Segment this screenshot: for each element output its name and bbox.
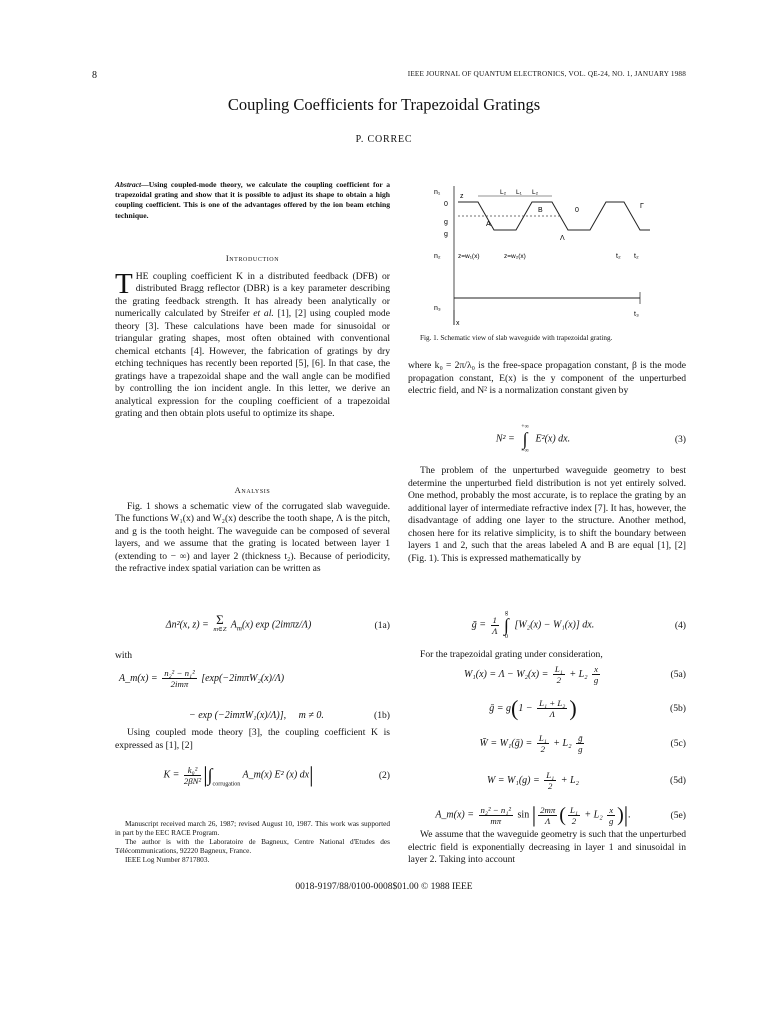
label-z-axis: z (460, 193, 464, 200)
eq3-lower: −∞ (521, 448, 529, 454)
eq2-lhs: K = (163, 769, 182, 781)
eq5e-f2-den: Λ (545, 815, 551, 826)
figure-1-diagram (420, 180, 680, 330)
eq3-integrand: E²(x) dx. (535, 433, 571, 445)
eq2-integrand: A_m(x) E² (x) dx (242, 769, 310, 781)
footnote-line-2: The author is with the Laboratoire de Bagneux, Centre National d'Etudes des Télécommunications, 92220 Bagneux, France. (115, 837, 390, 855)
eq5b-f-den: Λ (549, 709, 555, 719)
equation-4: ḡ = $\frac{1}{\Lambda}$ g ∫ 0 [W₂(x) − W₁(x)] dx. (4) (471, 610, 686, 640)
eq5d-lhs: W = W₁(g) = (486, 774, 543, 786)
equation-2: K = $\frac{\text{k₀²}}{\text{2βN²}}$ $|\int_{corrugation}$ A_m(x) E² (x) dx| (2) (163, 762, 390, 788)
intro-italic: et al. (253, 308, 274, 319)
introduction-heading: Introduction (225, 253, 280, 263)
eq5d-f1-num: L₁ (546, 770, 555, 780)
eq5b-open-paren: ( (511, 695, 519, 721)
eq5a-number: (5a) (670, 669, 686, 680)
label-w1-function: z=w₁(x) (458, 253, 480, 260)
label-L2-left: L₂ (500, 189, 507, 196)
introduction-paragraph (115, 267, 390, 421)
eq5a-mid: + L₂ (569, 668, 588, 680)
eq5b-f-num: L₁ + L₂ (539, 698, 566, 708)
equation-1a (115, 612, 390, 635)
eq5e-lhs: A_m(x) = (435, 809, 477, 821)
eq4-number: (4) (674, 619, 686, 631)
eq5a-f2-den: g (593, 675, 599, 685)
eq5d-mid: + L₂ (560, 774, 580, 786)
eq4-frac-num: 1 (492, 614, 497, 625)
page-number: 8 (92, 70, 97, 81)
abstract-text: —Using coupled-mode theory, we calculate the coupling coefficient for a trapezoidal grating and show that it is possible to adjust its shape to obtain a high coupling coefficient. This is one of the advantages offered by the ion beam etching technique. (115, 180, 390, 220)
label-area-B: B (538, 207, 543, 214)
eq5e-number: (5e) (670, 809, 686, 821)
eq1a-number: (1a) (374, 619, 390, 631)
eq5c-f2-num: ḡ (578, 733, 583, 743)
label-t2-b: t₂ (634, 253, 639, 260)
drop-cap: T (115, 267, 133, 300)
label-zero-right: 0 (575, 207, 579, 214)
eq4-lhs: ḡ = (471, 619, 489, 631)
footnote-line-3: IEEE Log Number 8717803. (125, 855, 210, 864)
eq5e-f2-num: 2mπ (540, 804, 556, 815)
eq5d-f1-den: 2 (548, 781, 553, 791)
eq1b-condition: m ≠ 0. (298, 710, 324, 721)
introduction-section (115, 252, 390, 421)
right-paragraph-3 (408, 649, 686, 662)
equation-3: N² = +∞ ∫ −∞ E²(x) dx. (3) (495, 424, 686, 454)
label-L2-right: L₂ (532, 189, 539, 196)
eq5a-lhs: W₁(x) = Λ − W₂(x) = (463, 668, 551, 680)
eq1b-line1-tail: [exp(−2imπW₂(x)/Λ) (201, 672, 285, 684)
eq3-number: (3) (674, 433, 686, 445)
eq5e-f1-den: mπ (490, 815, 502, 826)
label-pitch: Λ (560, 235, 565, 242)
analysis-paragraph-2 (115, 727, 390, 752)
eq2-frac-den: 2βN² (183, 775, 202, 786)
eq5c-f1-den: 2 (540, 744, 545, 754)
eq5c-mid: + L₂ (553, 737, 572, 749)
right-para4-text: We assume that the waveguide geometry is such that the unperturbed electric field is exponentially decreasing in layer 1 and sinusoidal in layer 2. Taking into account (408, 829, 686, 865)
figure-1-caption: Fig. 1. Schematic view of slab waveguide with trapezoidal grating. (420, 334, 613, 342)
eq5e-f4-num: x (609, 804, 614, 815)
eq1b-lhs: A_m(x) = (119, 672, 161, 684)
eq5e-f3-num: L₁ (569, 804, 578, 815)
label-area-A: A (486, 221, 491, 228)
right-paragraph-4 (408, 829, 686, 867)
eq5a-f1-den: 2 (556, 675, 562, 685)
right-para3-text: For the trapezoidal grating under consideration, (420, 649, 603, 660)
analysis-section (115, 484, 390, 576)
label-gamma: Γ (640, 203, 644, 210)
eq2-subscript: corrugation (212, 781, 241, 788)
footnote-line-1: Manuscript received march 26, 1987; revised August 10, 1987. This work was supported in part by the EEC RACE Program. (115, 819, 390, 837)
eq5b-number: (5b) (670, 703, 686, 714)
equation-5b (408, 695, 686, 721)
eq5e-sin: sin (517, 809, 530, 821)
right-para2-text: The problem of the unperturbed waveguide geometry to best determine the unperturbed field distribution is not yet entirely solved. One method, probably the most accurate, is to replace the grating by an additional layer of intermediate refractive index [7]. It has, however, the disadvantage of adding one layer to the structure. Another method, chosen here for its relative simplicity, is to shift the boundary between layers 1 and 2, such that the areas labeled A and B are equal [1], [2] (Fig. 1). This is expressed mathematically by (408, 465, 686, 564)
eq1b-frac-den: 2imπ (170, 679, 189, 689)
eq5e-f4-den: g (608, 815, 614, 826)
eq5d-number: (5d) (670, 775, 686, 786)
intro-text-b: [1], [2] using coupled mode theory [3]. These calculations have been made for sinusoidal or triangular grating shapes, most often obtained with conventional chemical etchants [4]. However, the fabrication of gratings by dry etching techniques has recently been reported [5], [6]. In that case, the gratings have a trapezoidal shape and the wall angle can be modified by controlling the ion incident angle. In this letter, we derive an analytical expression for the coupling coefficient of a trapezoidal grating and then obtain plots useful to optimize its shape. (115, 308, 390, 419)
eq1a-rhs: A (230, 619, 237, 631)
eq5a-f1-num: L₁ (554, 664, 563, 674)
label-w2-function: z=w₂(x) (504, 253, 526, 260)
eq3-upper: +∞ (521, 424, 529, 430)
label-g: g (444, 231, 448, 238)
eq4-frac-den: Λ (492, 625, 498, 636)
eq1a-lhs: Δn²(x, z) = (165, 619, 212, 631)
eq3-lhs: N² = (495, 433, 518, 445)
running-header: IEEE JOURNAL OF QUANTUM ELECTRONICS, VOL. QE-24, NO. 1, JANUARY 1988 (407, 70, 686, 78)
eq2-number: (2) (378, 769, 390, 781)
eq1a-sum-sub: m∈Z (213, 626, 227, 633)
eq1b-frac-num: n₂² − n₁² (164, 668, 195, 678)
equation-1b-line1 (115, 668, 390, 689)
eq1a-rhs-tail: (x) exp (2imπz/Λ) (241, 619, 312, 631)
eq5b-one-minus: 1 − (518, 702, 536, 714)
equation-5d (408, 770, 686, 791)
analysis-para2-text: Using coupled mode theory [3], the coupling coefficient K is expressed as [1], [2] (115, 727, 390, 751)
right-paragraph-1: where k₀ = 2π/λ₀ is the free-space propagation constant, β is the mode propagation constant, E(x) is the y component of the unperturbed electric field, and N² is a normalization constant given by (408, 360, 686, 396)
eq1a-sum: Σ (216, 612, 224, 627)
equation-5a (408, 664, 686, 685)
eq5e-f3-den: 2 (571, 815, 577, 826)
eq1b-number: (1b) (374, 710, 390, 721)
eq1a-rhs-sub: m (236, 624, 242, 633)
copyright-footer: 0018-9197/88/0100-0008$01.00 © 1988 IEEE (295, 882, 473, 892)
eq5e-mid: + L₂ (584, 809, 603, 821)
right-paragraph-2 (408, 465, 686, 565)
label-n1: n₁ (434, 189, 441, 196)
intro-text-a: HE coupling coefficient K in a distributed feedback (DFB) or distributed Bragg reflector (DBR) is a key parameter describing the grating feedback strength. It has already been analytically or numerically calculated by Streifer (115, 270, 390, 319)
author-name: P. CORREC (355, 134, 413, 145)
equation-5e: A_m(x) = $\frac{\text{n₂² − n₁²}}{m\pi}$ sin | $\frac{2m\pi}{\Lambda}$ ( $\frac{\text{L₁}}{2}$ + L₂ $\frac{x}{g}$ )|. (5e) (435, 802, 686, 827)
eq5c-f2-den: g (578, 744, 583, 754)
eq4-lower: 0 (504, 634, 508, 640)
eq5b-lhs: ḡ = g (489, 702, 512, 714)
eq5c-f1-num: L₁ (538, 733, 547, 743)
label-g-bar: g (444, 219, 448, 226)
eq5e-f1-num: n₂² − n₁² (480, 804, 512, 815)
footnote (115, 819, 390, 864)
analysis-heading: Analysis (234, 485, 271, 495)
abstract (115, 180, 390, 221)
with-text: with (115, 650, 133, 661)
eq4-upper: g (504, 610, 508, 616)
eq5c-lhs: W̄ = W₁(ḡ) = (479, 737, 535, 749)
eq4-integrand: [W₂(x) − W₁(x)] dx. (514, 619, 595, 631)
label-x-axis: x (456, 320, 460, 327)
equation-1b-line2 (115, 710, 390, 721)
label-n2: n₂ (434, 253, 441, 260)
label-L1: L₁ (516, 189, 522, 196)
label-zero: 0 (444, 201, 448, 208)
eq5b-close-paren: ) (569, 695, 577, 721)
label-n3: n₃ (434, 305, 441, 312)
eq5c-number: (5c) (670, 738, 686, 749)
analysis-paragraph-1: Fig. 1 shows a schematic view of the corrugated slab waveguide. The functions W₁(x) and W₂(x) describe the tooth shape, Λ is the pitch, and g is the tooth height. The waveguide can be composed of several layers, and we assume that the grating is located between layer 1 (extending to − ∞) and layer 2 (thickness t₂). Because of periodicity, the refractive index spatial variation can be written as (115, 500, 390, 574)
equation-5c (408, 733, 686, 754)
label-t3: t₃ (634, 311, 639, 318)
label-t2-a: t₂ (616, 253, 621, 260)
eq5a-f2-num: x (594, 664, 599, 674)
abstract-label: Abstract (115, 180, 142, 189)
eq2-frac-num: k₀² (184, 765, 201, 776)
eq1b-line2: − exp (−2imπW₁(x)/Λ)], (189, 710, 287, 721)
paper-title: Coupling Coefficients for Trapezoidal Gratings (227, 95, 541, 114)
